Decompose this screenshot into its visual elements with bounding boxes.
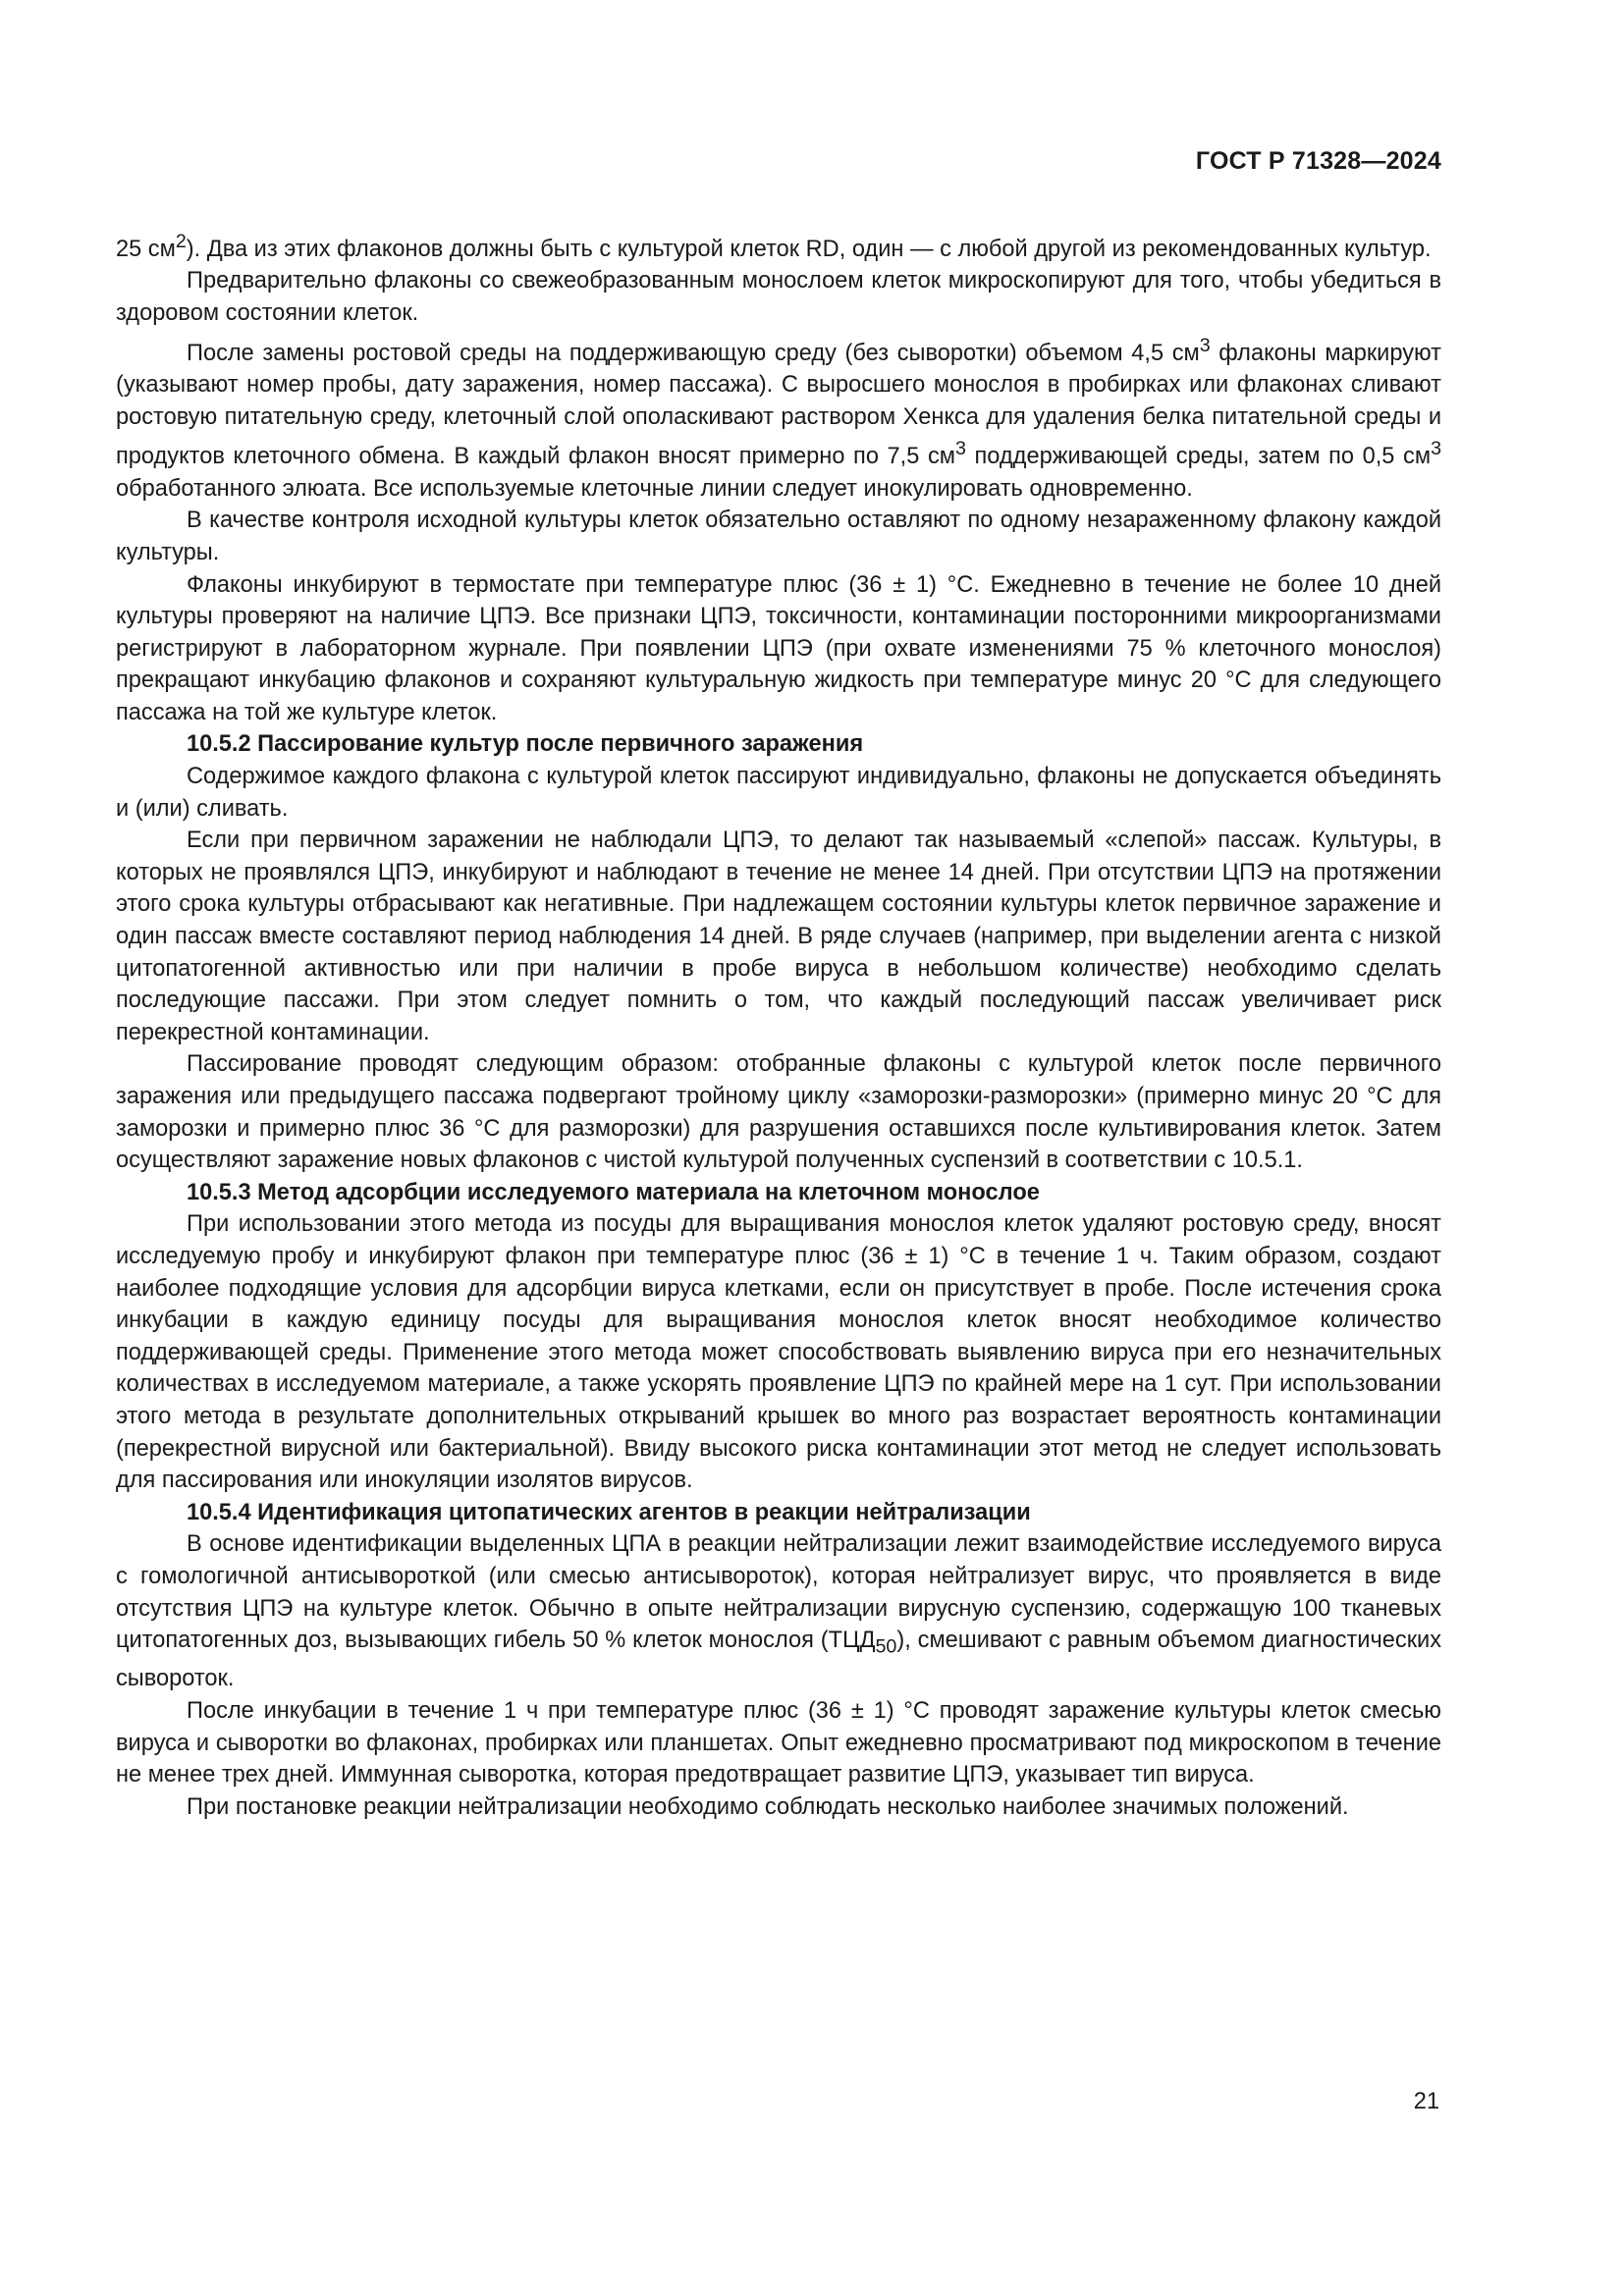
paragraph: Пассирование проводят следующим образом: отобранные флаконы с культурой клеток после первичного заражения или предыдущего пассажа подвергают тройному циклу «заморозки-разморозки» (примерно минус 20 °С для заморозки и примерно плюс 36 °С для разморозки) для разрушения оставшихся после культивирования клеток. Затем осуществляют заражение новых флаконов с чистой культурой полученных суспензий в соответствии с 10.5.1. xyxy=(116,1051,1441,1174)
paragraph: Если при первичном заражении не наблюдали ЦПЭ, то делают так называемый «слепой» пассаж. Культуры, в которых не проявлялся ЦПЭ, инкубируют и наблюдают в течение не менее 14 дней. При отсутствии ЦПЭ на протяжении этого срока культуры отбрасывают как негативные. При надлежащем состоянии культуры клеток первичное заражение и один пассаж вместе составляют период наблюдения 14 дней. В ряде случаев (например, при выделении агента с низкой цитопатогенной активностью или при наличии в пробе вируса в небольшом количестве) необходимо сделать последующие пассажи. При этом следует помнить о том, что каждый последующий пассаж увеличивает риск перекрестной контаминации. xyxy=(116,828,1441,1045)
section-heading: 10.5.2 Пассирование культур после первичного заражения xyxy=(187,731,864,758)
superscript: 3 xyxy=(1431,438,1441,460)
text-run: флаконы маркируют (указывают номер пробы, дату заражения, номер пассажа). С выросшего монослоя в пробирках или флаконах сливают ростовую питательную среду, клеточный слой ополаскивают раствором Хенкса для удаления белка питательной среды и продуктов клеточного обмена. В каждый флакон вносят примерно по 7,5 см xyxy=(116,340,1441,470)
section-heading: 10.5.4 Идентификация цитопатических агентов в реакции нейтрализации xyxy=(187,1499,1031,1525)
text-run: После замены ростовой среды на поддерживающую среду (без сыворотки) объемом 4,5 см xyxy=(187,340,1200,366)
paragraph: Предварительно флаконы со свежеобразованным монослоем клеток микроскопируют для того, чтобы убедиться в здоровом состоянии клеток. xyxy=(116,268,1441,327)
superscript: 3 xyxy=(954,438,966,460)
paragraph: В качестве контроля исходной культуры клеток обязательно оставляют по одному незараженному флакону каждой культуры. xyxy=(116,507,1441,565)
text-run: обработанного элюата. Все используемые клеточные линии следует инокулировать одновременно. xyxy=(116,475,1193,502)
paragraph xyxy=(116,330,1441,506)
page-number: 21 xyxy=(1413,2089,1439,2114)
text-run: В основе идентификации выделенных ЦПА в реакции нейтрализации лежит взаимодействие исследуемого вируса с гомологичной антисывороткой (или смесью антисывороток), которая нейтрализует вирус, что проявляется в виде отсутствия ЦПЭ на культуре клеток. Обычно в опыте нейтрализации вирусную суспензию, содержащую 100 тканевых цитопатогенных доз, вызывающих гибель 50 % клеток монослоя (ТЦД xyxy=(116,1531,1441,1654)
text-run: ), смешивают с равным объемом диагностических сывороток. xyxy=(116,1628,1441,1692)
superscript: 3 xyxy=(1199,334,1211,356)
paragraph: Содержимое каждого флакона с культурой клеток пассируют индивидуально, флаконы не допускается объединять и (или) сливать. xyxy=(116,764,1441,822)
paragraph: При использовании этого метода из посуды для выращивания монослоя клеток удаляют ростовую среду, вносят исследуемую пробу и инкубируют флакон при температуре плюс (36 ± 1) °С в течение 1 ч. Таким образом, создают наиболее подходящие условия для адсорбции вируса клетками, если он присутствует в пробе. После истечения срока инкубации в каждую единицу посуды для выращивания монослоя клеток вносят необходимое количество поддерживающей среды. Применение этого метода может способствовать выявлению вируса при его незначительных количествах в исследуемом материале, а также ускорять проявление ЦПЭ по крайней мере на 1 сут. При использовании этого метода в результате дополнительных открываний крышек во много раз возрастает вероятность контаминации (перекрестной вирусной или бактериальной). Ввиду высокого риска контаминации этот метод не следует использовать для пассирования или инокуляции изолятов вирусов. xyxy=(116,1211,1441,1494)
text-run: 25 см xyxy=(116,236,176,262)
document-code-header: ГОСТ Р 71328—2024 xyxy=(1195,147,1441,175)
subscript: 50 xyxy=(875,1635,897,1658)
body-text xyxy=(116,226,1441,1823)
paragraph: При постановке реакции нейтрализации необходимо соблюдать несколько наиболее значимых положений. xyxy=(187,1793,1349,1820)
paragraph xyxy=(116,1528,1441,1695)
paragraph: После инкубации в течение 1 ч при температуре плюс (36 ± 1) °С проводят заражение культуры клеток смесью вируса и сыворотки во флаконах, пробирках или планшетах. Опыт ежедневно просматривают под микроскопом в течение не менее трех дней. Иммунная сыворотка, которая предотвращает развитие ЦПЭ, указывает тип вируса. xyxy=(116,1698,1441,1789)
text-run: ). Два из этих флаконов должны быть с культурой клеток RD, один — с любой другой из рекомендованных культур. xyxy=(186,236,1432,262)
superscript: 2 xyxy=(175,231,187,252)
section-heading: 10.5.3 Метод адсорбции исследуемого материала на клеточном монослое xyxy=(187,1179,1040,1205)
paragraph xyxy=(116,226,1441,265)
text-run: поддерживающей среды, затем по 0,5 см xyxy=(965,444,1432,470)
paragraph: Флаконы инкубируют в термостате при температуре плюс (36 ± 1) °С. Ежедневно в течение не более 10 дней культуры проверяют на наличие ЦПЭ. Все признаки ЦПЭ, токсичности, контаминации посторонними микроорганизмами регистрируют в лабораторном журнале. При появлении ЦПЭ (при охвате изменениями 75 % клеточного монослоя) прекращают инкубацию флаконов и сохраняют культуральную жидкость при температуре минус 20 °С для следующего пассажа на той же культуре клеток. xyxy=(116,571,1441,725)
